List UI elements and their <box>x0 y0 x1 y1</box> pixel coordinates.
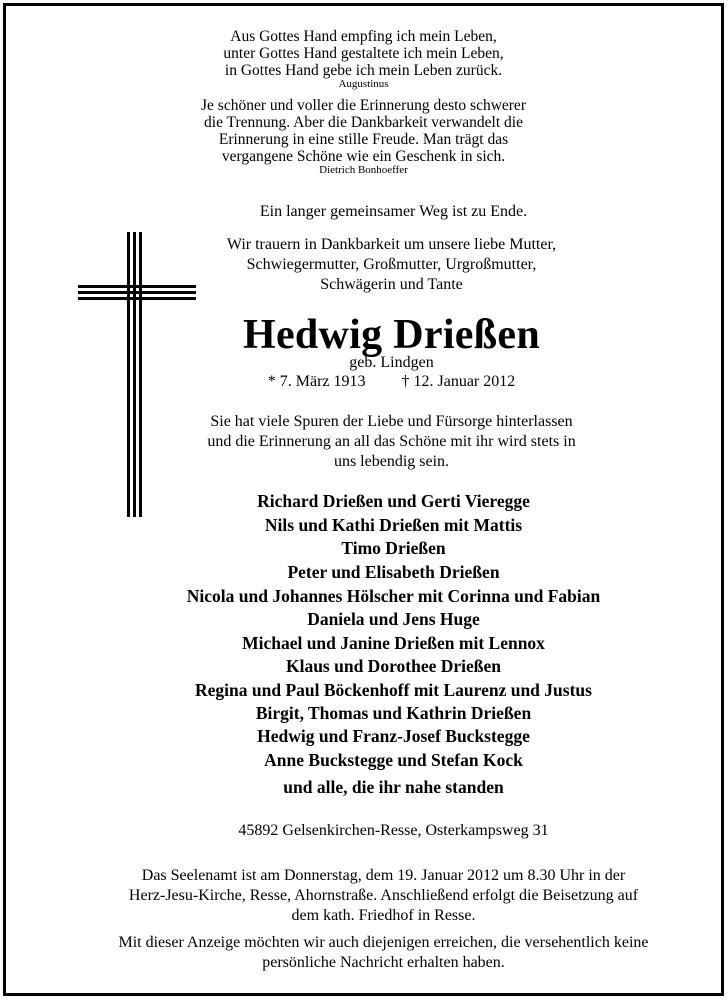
quote-augustinus <box>6 28 721 79</box>
notice-line: persönliche Nachricht erhalten haben. <box>262 954 505 971</box>
mourning-text <box>34 235 727 295</box>
family-line: Nils und Kathi Drießen mit Mattis <box>264 514 523 535</box>
deceased-name: Hedwig Drießen <box>242 312 540 358</box>
address: 45892 Gelsenkirchen-Resse, Osterkampsweg 31 <box>238 822 549 839</box>
service-line: dem kath. Friedhof in Resse. <box>291 907 476 924</box>
mourning-line: Schwiegermutter, Großmutter, Urgroßmutter, <box>246 256 537 273</box>
family-line: Anne Buckstegge und Stefan Kock <box>264 749 523 770</box>
tribute-line: und die Erinnerung an all das Schöne mit ihr wird stets in <box>207 433 576 450</box>
service-line: Das Seelenamt ist am Donnerstag, dem 19. Januar 2012 um 8.30 Uhr in der <box>141 867 626 884</box>
quote-author: Dietrich Bonhoeffer <box>319 164 408 176</box>
family-line: Nicola und Johannes Hölscher mit Corinna und Fabian <box>186 585 601 606</box>
life-dates <box>34 372 727 392</box>
family-group <box>36 655 727 726</box>
quote-author: Augustinus <box>338 78 389 90</box>
intro-line: Ein langer gemeinsamer Weg ist zu Ende. <box>259 203 528 220</box>
quote-line: Je schöner und voller die Erinnerung desto schwerer <box>201 97 526 114</box>
family-line: Hedwig und Franz-Josef Buckstegge <box>257 726 530 746</box>
family-line: Daniela und Jens Huge <box>307 609 480 629</box>
family-group <box>36 561 727 655</box>
notice-text <box>26 933 727 973</box>
quote-line: in Gottes Hand gebe ich mein Leben zurück. <box>224 62 503 79</box>
closing-family: und alle, die ihr nahe standen <box>283 777 504 797</box>
maiden-name: geb. Lindgen <box>349 354 434 371</box>
mourning-line: Wir trauern in Dankbarkeit um unsere liebe Mutter, <box>226 236 557 253</box>
quote-line: die Trennung. Aber die Dankbarkeit verwandelt die <box>204 114 523 131</box>
mourning-line: Schwägerin und Tante <box>320 276 463 293</box>
service-line: Herz-Jesu-Kirche, Resse, Ahornstraße. Anschließend erfolgt die Beisetzung auf <box>128 887 639 904</box>
family-line: Birgit, Thomas und Kathrin Drießen <box>255 703 532 723</box>
family-line: Timo Drießen <box>341 538 446 558</box>
family-line: Regina und Paul Böckenhoff mit Laurenz und Justus <box>195 679 592 700</box>
family-group <box>36 725 727 772</box>
quote-line: vergangene Schöne wie ein Geschenk in sich. <box>221 148 506 165</box>
family-line: Klaus und Dorothee Drießen <box>285 656 502 676</box>
quote-line: unter Gottes Hand gestaltete ich mein Leben, <box>223 45 504 62</box>
tribute-line: Sie hat viele Spuren der Liebe und Fürsorge hinterlassen <box>210 413 573 430</box>
family-line: Michael und Janine Drießen mit Lennox <box>242 632 545 653</box>
birth-date: * 7. März 1913 <box>267 373 366 390</box>
notice-line: Mit dieser Anzeige möchten wir auch diejenigen erreichen, die versehentlich keine <box>118 934 649 951</box>
obituary-notice <box>3 3 724 996</box>
tribute-line: uns lebendig sein. <box>333 453 450 470</box>
family-line: Peter und Elisabeth Drießen <box>287 562 500 582</box>
quote-line: Erinnerung in eine stille Freude. Man trägt das <box>218 131 509 148</box>
death-date: † 12. Januar 2012 <box>401 373 516 390</box>
service-info <box>26 866 727 926</box>
family-line: Richard Drießen und Gerti Vieregge <box>257 491 530 511</box>
family-group <box>36 490 727 561</box>
quote-line: Aus Gottes Hand empfing ich mein Leben, <box>230 28 497 45</box>
tribute-text <box>34 412 727 472</box>
quote-bonhoeffer <box>6 97 721 165</box>
